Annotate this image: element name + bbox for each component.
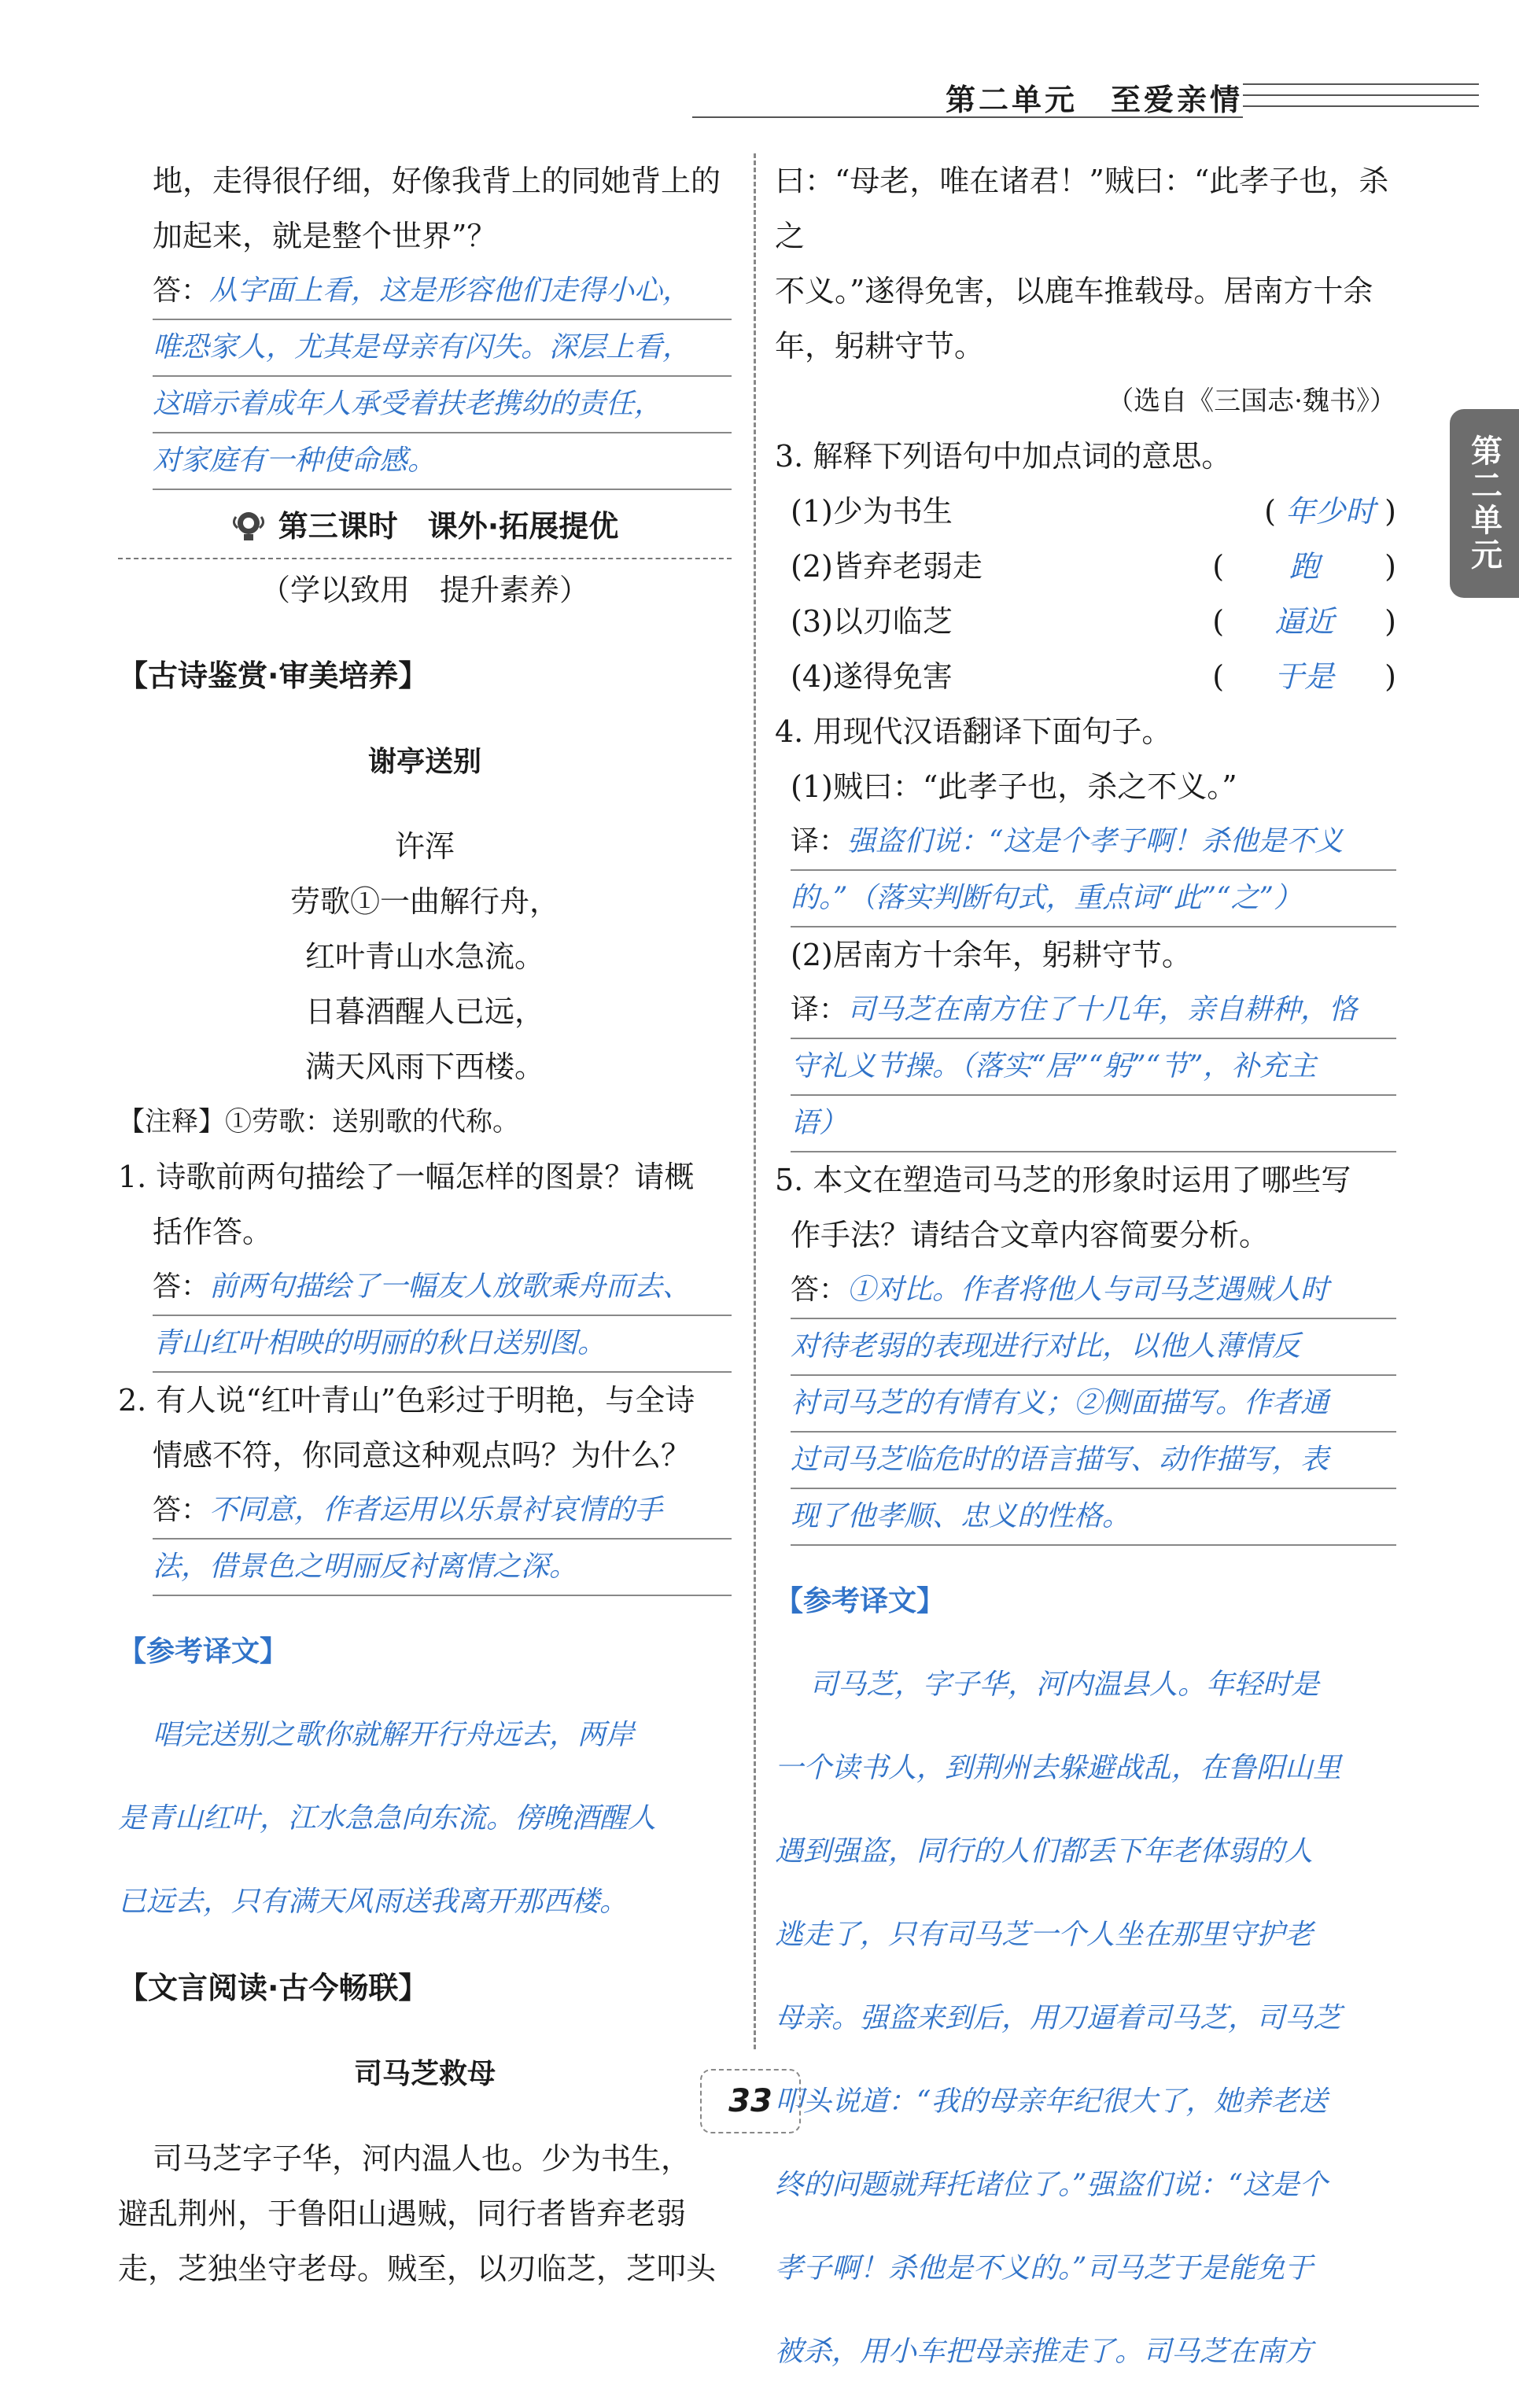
translation-block — [775, 983, 1396, 1152]
answer-line: 青山红叶相映的明丽的秋日送别图。 — [153, 1316, 732, 1373]
poem-line: 红叶青山水急流。 — [304, 939, 544, 974]
question-2-cont: 情感不符，你同意这种观点吗？为什么？ — [153, 1438, 691, 1473]
section-heading: 【古诗鉴赏·审美培养】 — [118, 658, 429, 693]
vocab-answer: 逼近 — [1274, 604, 1335, 639]
page-number: 33 — [700, 2069, 801, 2133]
answer-line: 过司马芝临危时的语言描写、动作描写，表 — [791, 1433, 1396, 1489]
classical-text-line: 年，躬耕守节。 — [775, 329, 985, 363]
classical-text-line: 走，芝独坐守老母。贼至，以刃临芝，芝叩头 — [118, 2251, 717, 2286]
unit-tab: 第二单元 — [1450, 409, 1519, 598]
text-title: 司马芝救母 — [353, 2058, 496, 2090]
lesson-heading — [118, 498, 732, 555]
answer-line: 对家庭有一种使命感。 — [153, 433, 732, 490]
question-1-cont: 括作答。 — [153, 1215, 273, 1249]
classical-text-line: 避乱荆州，于鲁阳山遇贼，同行者皆弃老弱 — [118, 2196, 687, 2231]
vocab-question: (4)遂得免害 — [791, 659, 953, 694]
vocab-answer: 年少时 — [1285, 494, 1376, 529]
question-1: 1. 诗歌前两句描绘了一幅怎样的图景？请概 — [118, 1160, 695, 1194]
answer-line: 衬司马芝的有情有义；②侧面描写。作者通 — [791, 1376, 1396, 1433]
annotation-note: 【注释】①劳歌：送别歌的代称。 — [118, 1106, 519, 1138]
translation-prefix: 译： — [791, 994, 848, 1026]
section-heading: 【文言阅读·古今畅联】 — [118, 1971, 429, 2005]
answer-line — [153, 1259, 732, 1316]
answer-line: 唯恐家人，尤其是母亲有闪失。深层上看， — [153, 320, 732, 377]
poem-title: 谢亭送别 — [367, 746, 481, 778]
reference-line: 司马芝，字子华，河内温县人。年轻时是 — [809, 1669, 1320, 1701]
translation-line: 语） — [791, 1096, 1396, 1152]
source-citation: （选自《三国志·魏书》） — [1107, 385, 1396, 417]
answer-line — [791, 1263, 1396, 1319]
vocab-question: (1)少为书生 — [791, 494, 953, 529]
translation-text: 强盗们说：“这是个孝子啊！杀他是不义 — [847, 825, 1344, 857]
translation-line — [791, 983, 1396, 1039]
answer-text: 不同意，作者运用以乐景衬哀情的手 — [209, 1494, 663, 1526]
classical-text-line: 司马芝字子华，河内温人也。少为书生， — [153, 2141, 691, 2176]
answer-line — [153, 1483, 732, 1540]
poem-line: 日暮酒醒人已远， — [304, 994, 544, 1029]
vocab-answer: 于是 — [1274, 659, 1335, 694]
reference-translation-heading: 【参考译文】 — [118, 1635, 289, 1668]
translation-prefix: 译： — [791, 825, 848, 857]
answer-block — [118, 264, 732, 490]
vocab-item — [775, 484, 1396, 539]
reference-line: 逃走了，只有司马芝一个人坐在那里守护老 — [775, 1919, 1314, 1951]
left-column — [118, 153, 732, 2296]
reference-line: 孝子啊！杀他是不义的。”司马芝于是能免于 — [775, 2252, 1314, 2284]
dashed-rule — [118, 558, 732, 559]
answer-line: 对待老弱的表现进行对比，以他人薄情反 — [791, 1319, 1396, 1376]
vocab-question: (2)皆弃老弱走 — [791, 549, 983, 584]
vocab-answer-bracket: ( 逼近 ) — [1212, 594, 1396, 649]
vocab-answer: 跑 — [1289, 549, 1320, 584]
reference-line: 母亲。强盗来到后，用刀逼着司马芝，司马芝 — [775, 2002, 1342, 2034]
translation-line — [791, 814, 1396, 871]
question-3: 3. 解释下列语句中加点词的意思。 — [775, 439, 1232, 474]
answer-line — [153, 264, 732, 320]
translation-block — [775, 814, 1396, 927]
answer-line: 法，借景色之明丽反衬离情之深。 — [153, 1540, 732, 1596]
question-5: 5. 本文在塑造司马芝的形象时运用了哪些写 — [775, 1163, 1351, 1197]
question-4: 4. 用现代汉语翻译下面句子。 — [775, 714, 1172, 749]
reference-line: 遇到强盗，同行的人们都丢下年老体弱的人 — [775, 1835, 1314, 1868]
answer-prefix: 答： — [153, 275, 210, 307]
answer-prefix: 答： — [153, 1270, 210, 1303]
answer-line: 这暗示着成年人承受着扶老携幼的责任， — [153, 377, 732, 433]
right-column — [775, 153, 1396, 2408]
answer-prefix: 答： — [791, 1274, 848, 1306]
vocab-answer-bracket: ( 于是 ) — [1212, 649, 1396, 704]
trophy-icon — [231, 509, 266, 544]
vocab-question: (3)以刃临芝 — [791, 604, 953, 639]
column-divider — [754, 153, 756, 2049]
question-4-sub: (2)居南方十余年，躬耕守节。 — [791, 938, 1192, 972]
header-rule — [1243, 83, 1479, 85]
answer-text: ①对比。作者将他人与司马芝遇贼人时 — [847, 1274, 1329, 1306]
translation-line: 守礼义节操。（落实“居”“躬”“节”，补充主 — [791, 1039, 1396, 1096]
classical-text-line: 不义。”遂得免害，以鹿车推载母。居南方十余 — [775, 274, 1373, 308]
answer-block — [118, 1259, 732, 1373]
translation-text: 司马芝在南方住了十几年，亲自耕种，恪 — [847, 994, 1358, 1026]
question-continuation: 加起来，就是整个世界”？ — [153, 219, 497, 253]
question-4-sub: (1)贼曰：“此孝子也，杀之不义。” — [791, 769, 1237, 804]
reference-line: 是青山红叶，江水急急向东流。傍晚酒醒人 — [118, 1802, 657, 1835]
lesson-title: 第三课时 课外·拓展提优 — [278, 509, 619, 544]
header-rule — [1243, 105, 1479, 107]
answer-block — [118, 1483, 732, 1596]
vocab-item — [775, 539, 1396, 594]
lesson-subtitle: （学以致用 提升素养） — [260, 573, 589, 607]
reference-line: 唱完送别之歌你就解开行舟远去，两岸 — [153, 1719, 635, 1751]
poem-author: 许浑 — [394, 829, 455, 864]
reference-line: 终的问题就拜托诸位了。”强盗们说：“这是个 — [775, 2169, 1328, 2201]
poem-line: 劳歌①一曲解行舟， — [289, 884, 559, 919]
header-rule — [1243, 94, 1479, 96]
answer-text: 从字面上看，这是形容他们走得小心， — [209, 275, 691, 307]
question-5-cont: 作手法？请结合文章内容简要分析。 — [791, 1218, 1270, 1252]
question-continuation: 地，走得很仔细，好像我背上的同她背上的 — [153, 164, 721, 198]
answer-text: 前两句描绘了一幅友人放歌乘舟而去、 — [209, 1270, 691, 1303]
answer-block — [775, 1263, 1396, 1546]
reference-line: 被杀，用小车把母亲推走了。司马芝在南方 — [775, 2336, 1314, 2368]
translation-line: 的。”（落实判断句式，重点词“此”“之”） — [791, 871, 1396, 927]
vocab-answer-bracket: ( 跑 ) — [1212, 539, 1396, 594]
answer-prefix: 答： — [153, 1494, 210, 1526]
reference-translation-heading: 【参考译文】 — [775, 1585, 946, 1617]
header-title: 第二单元 至爱亲情 — [945, 83, 1243, 117]
reference-line: 已远去，只有满天风雨送我离开那西楼。 — [118, 1886, 629, 1918]
poem-line: 满天风雨下西楼。 — [304, 1049, 544, 1084]
vocab-answer-bracket: ( 年少时 ) — [1264, 494, 1396, 529]
page-header — [692, 76, 1479, 120]
answer-line: 现了他孝顺、忠义的性格。 — [791, 1489, 1396, 1546]
reference-line: 叩头说道：“我的母亲年纪很大了，她养老送 — [775, 2085, 1328, 2118]
vocab-item — [775, 649, 1396, 704]
reference-line: 一个读书人，到荆州去躲避战乱，在鲁阳山里 — [775, 1752, 1342, 1784]
vocab-item — [775, 594, 1396, 649]
question-2: 2. 有人说“红叶青山”色彩过于明艳，与全诗 — [118, 1383, 695, 1418]
classical-text-line: 曰：“母老，唯在诸君！”贼曰：“此孝子也，杀之 — [775, 164, 1389, 253]
